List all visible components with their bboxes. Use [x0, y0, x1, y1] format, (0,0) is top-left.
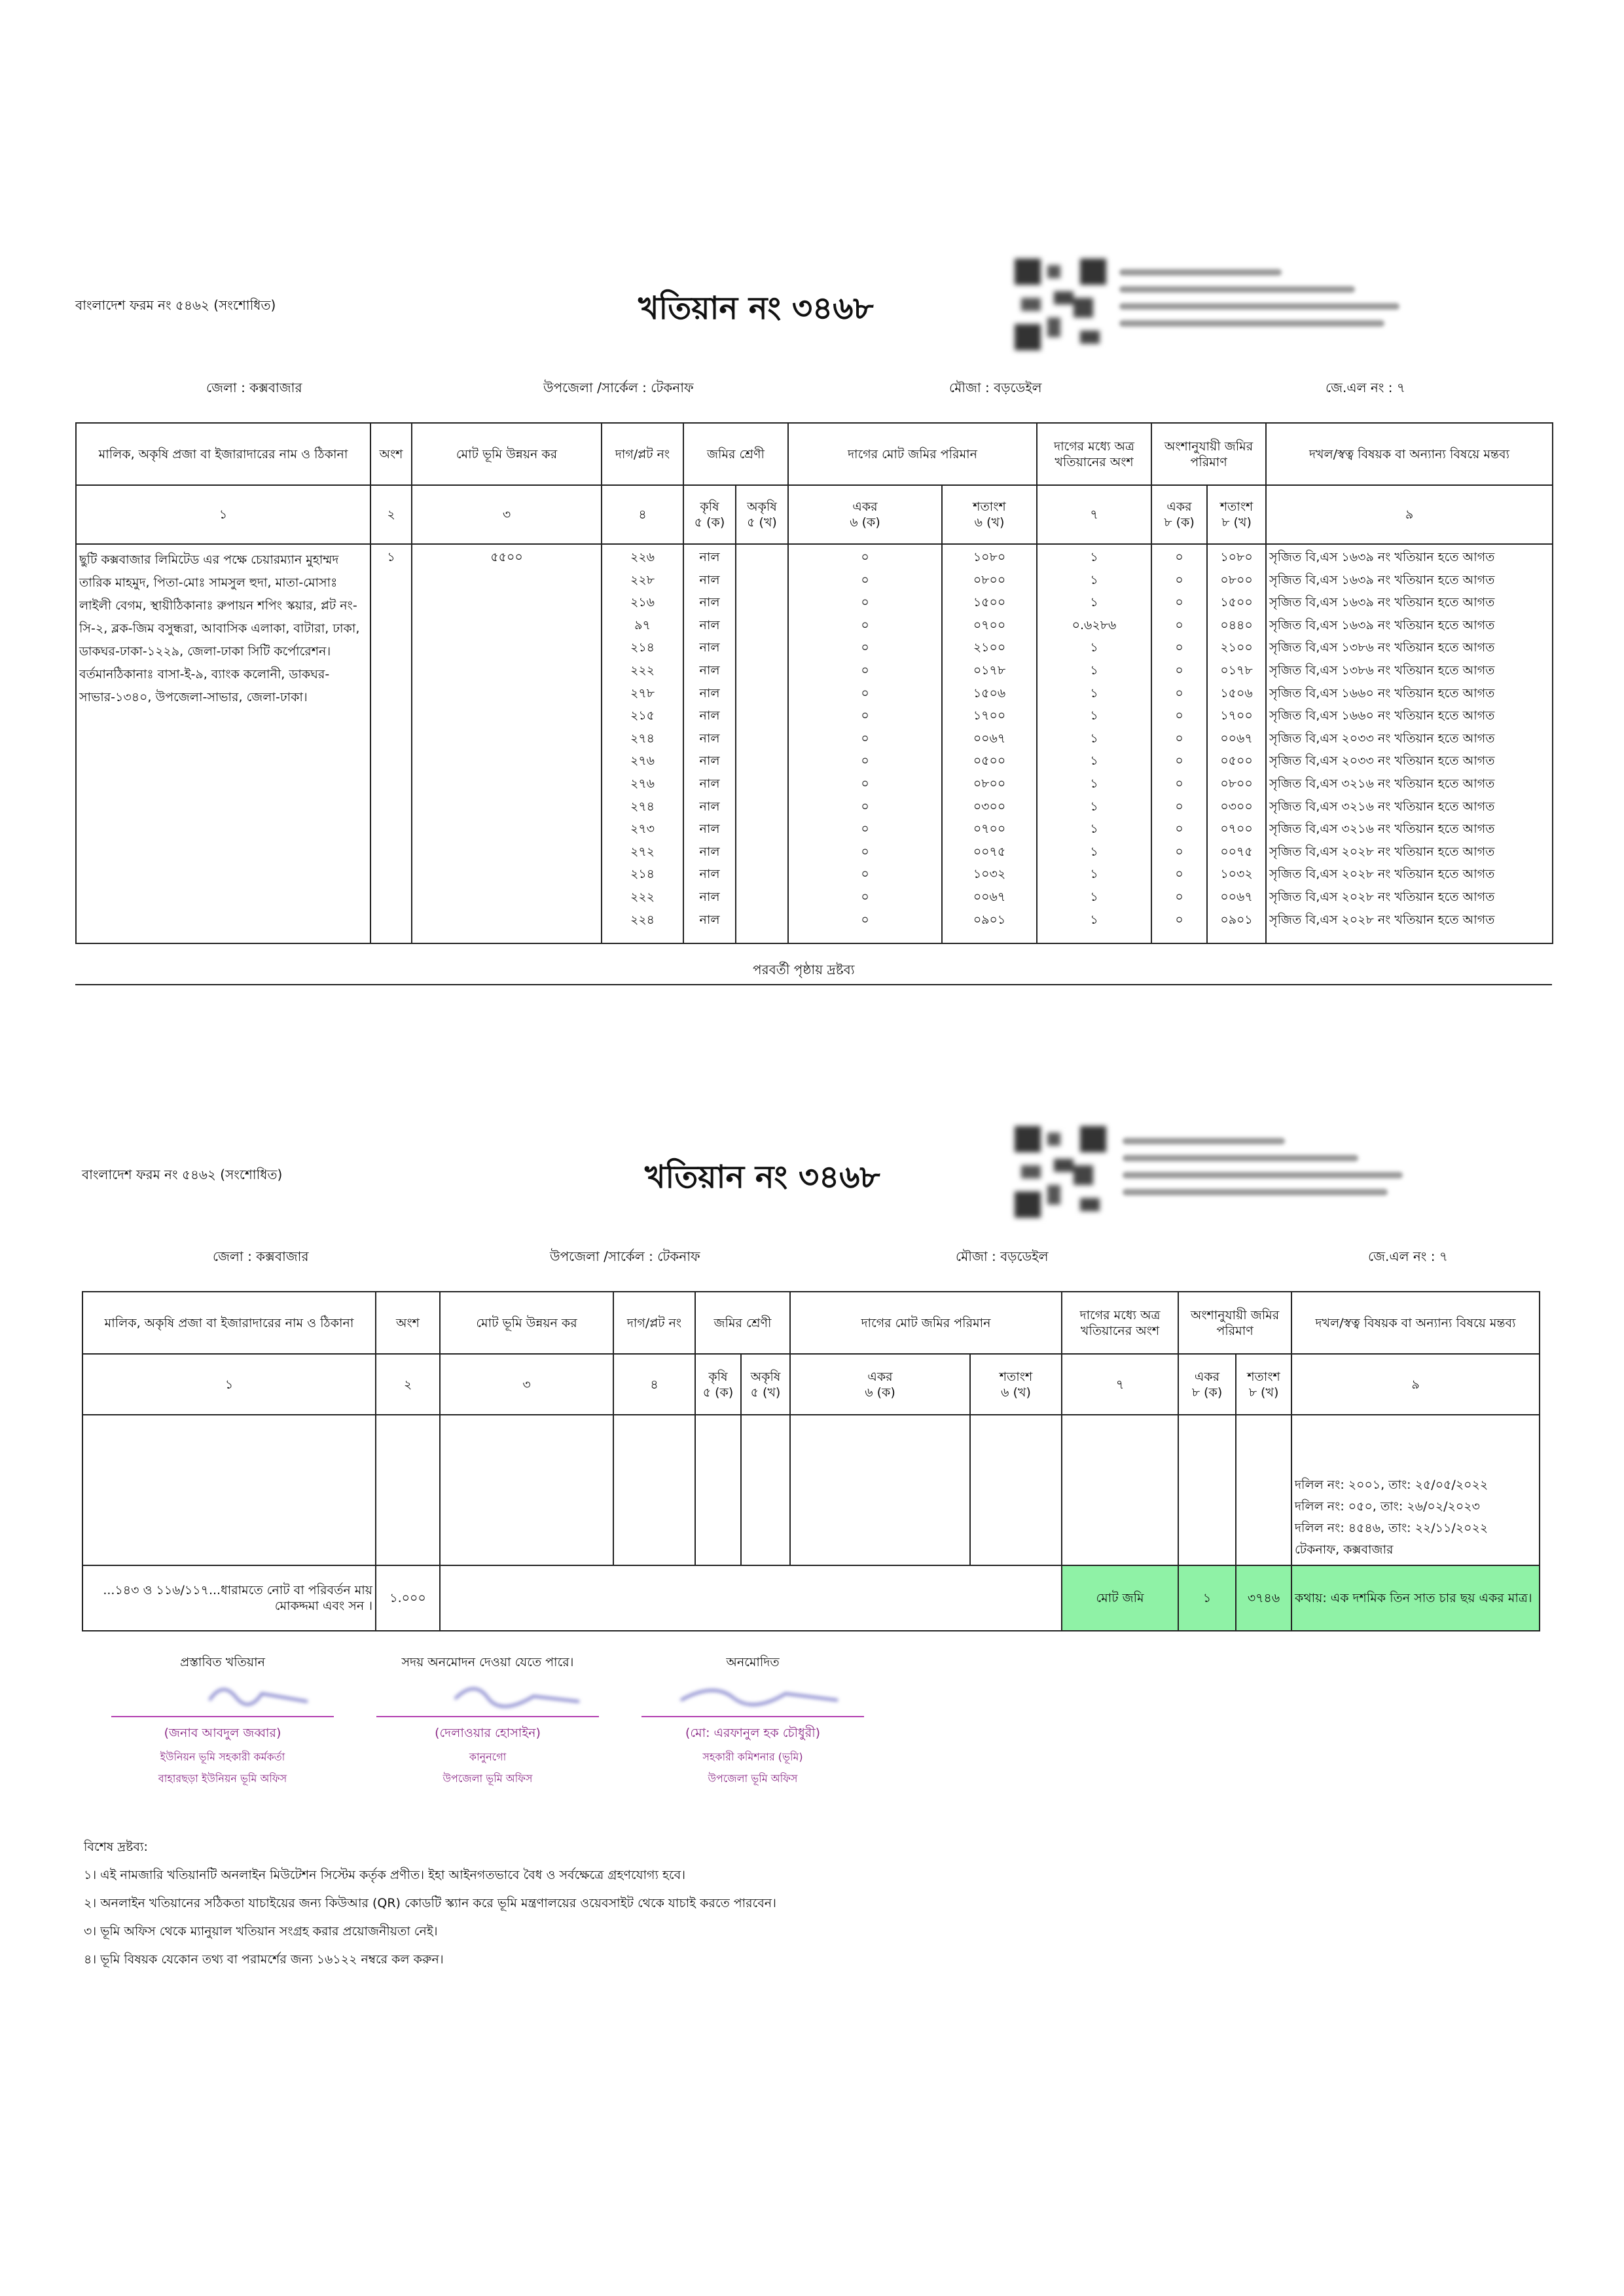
- acre8-column: [1151, 544, 1207, 943]
- dag-acre: ০: [861, 889, 869, 904]
- dag-number: ২৭৬: [630, 754, 655, 769]
- dag-acre: ০: [861, 685, 869, 701]
- header-owner: মালিক, অকৃষি প্রজা বা ইজারাদারের নাম ও ঠিকানা: [76, 423, 370, 485]
- land-class: নাল: [699, 550, 720, 564]
- dag-number: ২৭৬: [630, 776, 655, 791]
- remark: সৃজিত বি,এস ২০২৮ নং খতিয়ান হতে আগত: [1269, 912, 1495, 927]
- header-tax: মোট ভূমি উন্নয়ন কর: [440, 1292, 613, 1354]
- jl-number: জে.এল নং : ৭: [1326, 380, 1405, 395]
- notes-heading: বিশেষ দ্রষ্টব্য:: [84, 1840, 148, 1854]
- dag-decimal: ০৮০০: [973, 776, 1006, 791]
- colnum-7: ৭: [1037, 485, 1151, 544]
- upazila-p2: উপজেলা /সার্কেল : টেকনাফ: [550, 1248, 700, 1264]
- summary-share: ১.০০০: [376, 1565, 440, 1631]
- signatory-name: (জনাব আবদুল জব্বার): [164, 1726, 281, 1740]
- summary-blank: [440, 1565, 1062, 1631]
- dag-decimal: ০৭০০: [973, 822, 1006, 837]
- deed-line: টেকনাফ, কক্সবাজার: [1295, 1542, 1394, 1557]
- share-cell: [370, 544, 412, 943]
- share-decimal: ০০৭৫: [1220, 844, 1253, 859]
- note-item: ১। এই নামজারি খতিয়ানটি অনলাইন মিউটেশন সিস্টেম কর্তৃক প্রণীত। ইহা আইনগতভাবে বৈধ ও সর্বক্ষেত্রে গ্রহণযোগ্য হবে।: [84, 1868, 686, 1882]
- decimal8-column: [1207, 544, 1266, 943]
- empty-cell: [440, 1415, 613, 1565]
- dag-number: ২২৮: [630, 572, 655, 587]
- colnum-4: ৪: [602, 485, 683, 544]
- signature-scribble: [111, 1674, 334, 1713]
- acre-column: [788, 544, 942, 943]
- dag-share: ১: [1090, 572, 1098, 587]
- empty-cell: [1062, 1415, 1178, 1565]
- dag-share: ১: [1090, 685, 1098, 701]
- remark: সৃজিত বি,এস ১৬৬০ নং খতিয়ান হতে আগত: [1269, 708, 1495, 723]
- signatory-office: উপজেলা ভূমি অফিস: [442, 1772, 533, 1785]
- header-owner: মালিক, অকৃষি প্রজা বা ইজারাদারের নাম ও ঠিকানা: [82, 1292, 376, 1354]
- empty-cell: [790, 1415, 970, 1565]
- decimal-column: [942, 544, 1037, 943]
- special-notes: [84, 1833, 776, 1974]
- qr-code-icon: [1015, 259, 1106, 350]
- khatian-table-2: [82, 1291, 1540, 1631]
- land-class: নাল: [699, 640, 720, 655]
- mouza: মৌজা : বড়ডেইল: [949, 380, 1042, 395]
- remark: সৃজিত বি,এস ৩২১৬ নং খতিয়ান হতে আগত: [1269, 776, 1495, 791]
- dag-number: ২৭৪: [630, 731, 655, 746]
- dag-number: ২১৬: [630, 595, 655, 610]
- land-class: নাল: [699, 867, 720, 882]
- empty-cell: [376, 1415, 440, 1565]
- upazila: উপজেলা /সার্কেল : টেকনাফ: [543, 380, 694, 395]
- owner-cell: [76, 544, 370, 943]
- dag-acre: ০: [861, 550, 869, 564]
- page1-bottom-rule: [75, 984, 1552, 985]
- signatory-office: বাহারছড়া ইউনিয়ন ভূমি অফিস: [158, 1772, 287, 1785]
- land-class: নাল: [699, 822, 720, 837]
- dag-share: ১: [1090, 550, 1098, 564]
- khatian-title: খতিয়ান নং ৩৪৬৮: [638, 290, 874, 327]
- qr-details-blurred: [1123, 1127, 1417, 1226]
- signatory-designation: কানুনগো: [469, 1751, 507, 1763]
- share-decimal: ০৪৪০: [1220, 617, 1253, 632]
- remark: সৃজিত বি,এস ৩২১৬ নং খতিয়ান হতে আগত: [1269, 822, 1495, 837]
- continue-note: পরবর্তী পৃষ্ঠায় দ্রষ্টব্য: [753, 962, 855, 977]
- jl-number-p2: জে.এল নং : ৭: [1368, 1248, 1448, 1264]
- share-acre: ০: [1175, 844, 1183, 859]
- header-dag: দাগ/প্লট নং: [613, 1292, 695, 1354]
- header-share-land: অংশানুযায়ী জমির পরিমাণ: [1151, 423, 1266, 485]
- summary-note: ...১৪৩ ও ১১৬/১১৭...ধারামতে নোট বা পরিবর্তন মায় মোকদ্দমা এবং সন ।: [82, 1565, 376, 1631]
- share-acre: ০: [1175, 822, 1183, 837]
- subheader-acre: একর ৬ (ক): [788, 485, 942, 544]
- remark: সৃজিত বি,এস ১৬৩৯ নং খতিয়ান হতে আগত: [1269, 595, 1495, 610]
- remark: সৃজিত বি,এস ২০৩৩ নং খতিয়ান হতে আগত: [1269, 731, 1495, 746]
- dag-decimal: ০৮০০: [973, 572, 1006, 587]
- colnum-2: ২: [376, 1354, 440, 1415]
- share-acre: ০: [1175, 776, 1183, 791]
- dag-number: ২৭৪: [630, 799, 655, 814]
- share-acre: ০: [1175, 663, 1183, 678]
- empty-cell: [82, 1415, 376, 1565]
- dag-share: ১: [1090, 912, 1098, 927]
- note-item: ৪। ভূমি বিষয়ক যেকোন তথ্য বা পরামর্শের জন্য ১৬১২২ নম্বরে কল করুন।: [84, 1952, 444, 1967]
- share-acre: ০: [1175, 708, 1183, 723]
- dag-share: ১: [1090, 708, 1098, 723]
- remark: সৃজিত বি,এস ১৬৩৯ নং খতিয়ান হতে আগত: [1269, 617, 1495, 632]
- share-acre: ০: [1175, 685, 1183, 701]
- dag-acre: ০: [861, 663, 869, 678]
- dag-number: ২২৬: [630, 550, 655, 564]
- dag-decimal: ০১৭৮: [973, 663, 1006, 678]
- share-decimal: ০০৬৭: [1220, 889, 1253, 904]
- dag-number: ২২২: [630, 889, 655, 904]
- dag-decimal: ০৩০০: [973, 799, 1006, 814]
- khatian-title-p2: খতিয়ান নং ৩৪৬৮: [645, 1159, 880, 1195]
- signature-title: সদয় অনমোদন দেওয়া যেতে পারে।: [401, 1655, 574, 1669]
- header-dag-share: দাগের মধ্যে অত্র খতিয়ানের অংশ: [1062, 1292, 1178, 1354]
- signature-title: প্রস্তাবিত খতিয়ান: [180, 1655, 265, 1669]
- subheader-decimal8: শতাংশ ৮ (খ): [1207, 485, 1266, 544]
- dag-acre: ০: [861, 708, 869, 723]
- dag-share: ১: [1090, 844, 1098, 859]
- empty-cell: [1178, 1415, 1236, 1565]
- dag-acre: ০: [861, 640, 869, 655]
- dag-decimal: ১৫০৬: [973, 685, 1006, 701]
- owner-share: ১: [387, 550, 395, 564]
- class-column: [683, 544, 736, 943]
- header-tax: মোট ভূমি উন্নয়ন কর: [412, 423, 602, 485]
- land-class: নাল: [699, 572, 720, 587]
- empty-cell: [695, 1415, 741, 1565]
- signature-title: অনমোদিত: [726, 1655, 780, 1669]
- remark: সৃজিত বি,এস ১৩৮৬ নং খতিয়ান হতে আগত: [1269, 663, 1495, 678]
- owner-details: ছুটি কক্সবাজার লিমিটেড এর পক্ষে চেয়ারম্যান মুহাম্মদ তারিক মাহমুদ, পিতা-মোঃ সামসুল হুদা, মাতা-মোসাঃ লাইলী বেগম, স্থায়ীঠিকানাঃ রুপায়ন শপিং স্কয়ার, প্লট নং-সি-২, ব্লক-জিম বসুন্ধরা, আবাসিক এলাকা, বাটারা, ঢাকা, ডাকঘর-ঢাকা-১২২৯, জেলা-ঢাকা সিটি কর্পোরেশন। বর্তমানঠিকানাঃ বাসা-ই-৯, ব্যাংক কলোনী, ডাকঘর-সাভার-১৩৪০, উপজেলা-সাভার, জেলা-ঢাকা।: [79, 553, 360, 704]
- header-total-land: দাগের মোট জমির পরিমান: [788, 423, 1037, 485]
- dag-number: ২১৫: [630, 708, 655, 723]
- share-acre: ০: [1175, 754, 1183, 769]
- land-class: নাল: [699, 595, 720, 610]
- subheader-decimal8: শতাংশ ৮ (খ): [1236, 1354, 1291, 1415]
- dag-decimal: ১৭০০: [973, 708, 1006, 723]
- dag-share: ১: [1090, 731, 1098, 746]
- note-item: ৩। ভূমি অফিস থেকে ম্যানুয়াল খতিয়ান সংগ্রহ করার প্রয়োজনীয়তা নেই।: [84, 1924, 438, 1939]
- mouza-p2: মৌজা : বড়ডেইল: [956, 1248, 1049, 1264]
- share-decimal: ১৭০০: [1220, 708, 1253, 723]
- share-decimal: ০৮০০: [1220, 572, 1253, 587]
- subheader-acre: একর ৬ (ক): [790, 1354, 970, 1415]
- share-acre: ০: [1175, 572, 1183, 587]
- dag-share: ১: [1090, 595, 1098, 610]
- land-class: নাল: [699, 663, 720, 678]
- header-share: অংশ: [370, 423, 412, 485]
- signatory-office: উপজেলা ভূমি অফিস: [708, 1772, 798, 1785]
- colnum-7: ৭: [1062, 1354, 1178, 1415]
- remark: সৃজিত বি,এস ৩২১৬ নং খতিয়ান হতে আগত: [1269, 799, 1495, 814]
- dag-acre: ০: [861, 731, 869, 746]
- share-decimal: ০৫০০: [1220, 754, 1253, 769]
- dag-number: ২৭৩: [630, 822, 655, 837]
- colnum-9: ৯: [1291, 1354, 1540, 1415]
- remark: সৃজিত বি,এস ১৬৬০ নং খতিয়ান হতে আগত: [1269, 685, 1495, 701]
- land-class: নাল: [699, 776, 720, 791]
- dag-share: ১: [1090, 799, 1098, 814]
- dag-share: ০.৬২৮৬: [1072, 617, 1117, 632]
- subheader-nonagri: অকৃষি ৫ (খ): [741, 1354, 790, 1415]
- dag-number: ২২২: [630, 663, 655, 678]
- subheader-acre8: একর ৮ (ক): [1151, 485, 1207, 544]
- subheader-acre8: একর ৮ (ক): [1178, 1354, 1236, 1415]
- dag-decimal: ১০৮০: [973, 550, 1006, 564]
- share-acre: ০: [1175, 912, 1183, 927]
- land-class: নাল: [699, 617, 720, 632]
- share-decimal: ০৮০০: [1220, 776, 1253, 791]
- share-decimal: ১০৩২: [1220, 867, 1253, 882]
- share-decimal: ১৫০০: [1220, 595, 1253, 610]
- zila: জেলা : কক্সবাজার: [206, 380, 302, 395]
- share-decimal: ২১০০: [1220, 640, 1253, 655]
- dag-number: ২৭২: [630, 844, 655, 859]
- land-class: নাল: [699, 844, 720, 859]
- khatian-table-1: [75, 422, 1553, 944]
- dag-decimal: ০৯০১: [973, 912, 1006, 927]
- dag-acre: ০: [861, 912, 869, 927]
- dag-share: ১: [1090, 663, 1098, 678]
- land-class: নাল: [699, 731, 720, 746]
- remark: সৃজিত বি,এস ২০৩৩ নং খতিয়ান হতে আগত: [1269, 754, 1495, 769]
- header-total-land: দাগের মোট জমির পরিমান: [790, 1292, 1062, 1354]
- header-dag-share: দাগের মধ্যে অত্র খতিয়ানের অংশ: [1037, 423, 1151, 485]
- subheader-decimal: শতাংশ ৬ (খ): [970, 1354, 1062, 1415]
- empty-cell: [741, 1415, 790, 1565]
- land-class: নাল: [699, 754, 720, 769]
- dag-acre: ০: [861, 799, 869, 814]
- empty-cell: [613, 1415, 695, 1565]
- dag-acre: ০: [861, 776, 869, 791]
- dag-number: ২৭৮: [630, 685, 655, 701]
- remark: সৃজিত বি,এস ১৩৮৬ নং খতিয়ান হতে আগত: [1269, 640, 1495, 655]
- dag-decimal: ২১০০: [973, 640, 1006, 655]
- signatory-name: (দেলাওয়ার হোসাইন): [435, 1726, 541, 1740]
- colnum-1: ১: [82, 1354, 376, 1415]
- share-acre: ০: [1175, 867, 1183, 882]
- share-acre: ০: [1175, 617, 1183, 632]
- remark: সৃজিত বি,এস ২০২৮ নং খতিয়ান হতে আগত: [1269, 867, 1495, 882]
- dag-decimal: ০০৬৭: [973, 889, 1006, 904]
- qr-details-blurred: [1119, 259, 1414, 357]
- colnum-2: ২: [370, 485, 412, 544]
- share-decimal: ০১৭৮: [1220, 663, 1253, 678]
- signature-line: [111, 1716, 334, 1717]
- empty-cell: [1236, 1415, 1291, 1565]
- dag-acre: ০: [861, 595, 869, 610]
- signatory-designation: সহকারী কমিশনার (ভূমি): [702, 1751, 803, 1763]
- dag-decimal: ০০৬৭: [973, 731, 1006, 746]
- signature-recommended: [376, 1653, 599, 1788]
- colnum-3: ৩: [412, 485, 602, 544]
- dag-acre: ০: [861, 867, 869, 882]
- deed-list: [1291, 1415, 1540, 1565]
- tax-cell: [412, 544, 602, 943]
- land-class: নাল: [699, 685, 720, 701]
- header-class: জমির শ্রেণী: [695, 1292, 790, 1354]
- dag-decimal: ০৫০০: [973, 754, 1006, 769]
- share-decimal: ০০৬৭: [1220, 731, 1253, 746]
- signature-scribble: [376, 1674, 599, 1713]
- share-acre: ০: [1175, 595, 1183, 610]
- dag-acre: ০: [861, 754, 869, 769]
- remarks-column: [1266, 544, 1553, 943]
- colnum-9: ৯: [1266, 485, 1553, 544]
- zila-p2: জেলা : কক্সবাজার: [213, 1248, 309, 1264]
- share-decimal: ০৩০০: [1220, 799, 1253, 814]
- share-acre: ০: [1175, 731, 1183, 746]
- dag-number: ২১৪: [630, 867, 655, 882]
- qr-code-icon: [1015, 1126, 1106, 1218]
- dag-share: ১: [1090, 754, 1098, 769]
- dag-column: [602, 544, 683, 943]
- deed-line: দলিল নং: ৪৫৪৬, তাং: ২২/১১/২০২২: [1295, 1521, 1489, 1535]
- share-acre: ০: [1175, 889, 1183, 904]
- remark: সৃজিত বি,এস ২০২৮ নং খতিয়ান হতে আগত: [1269, 889, 1495, 904]
- signature-line: [641, 1716, 864, 1717]
- dag-share: ১: [1090, 867, 1098, 882]
- subheader-agri: কৃষি ৫ (ক): [683, 485, 736, 544]
- share-decimal: ১৫০৬: [1220, 685, 1253, 701]
- share-acre: ০: [1175, 799, 1183, 814]
- subheader-nonagri: অকৃষি ৫ (খ): [736, 485, 788, 544]
- signature-proposed: [111, 1653, 334, 1788]
- dag-acre: ০: [861, 572, 869, 587]
- land-class: নাল: [699, 912, 720, 927]
- signature-line: [376, 1716, 599, 1717]
- dag-number: ২২৪: [630, 912, 655, 927]
- remark: সৃজিত বি,এস ১৬৩৯ নং খতিয়ান হতে আগত: [1269, 572, 1495, 587]
- empty-cell: [970, 1415, 1062, 1565]
- total-decimal: ৩৭৪৬: [1236, 1565, 1291, 1631]
- dag-share: ১: [1090, 640, 1098, 655]
- share-acre: ০: [1175, 550, 1183, 564]
- header-remarks: দখল/স্বত্ব বিষয়ক বা অন্যান্য বিষয়ে মন্তব্য: [1291, 1292, 1540, 1354]
- dag-share: ১: [1090, 776, 1098, 791]
- dag-decimal: ০৭০০: [973, 617, 1006, 632]
- dag-acre: ০: [861, 617, 869, 632]
- dag-share: ১: [1090, 889, 1098, 904]
- land-tax: ৫৫০০: [490, 550, 523, 564]
- share-decimal: ০৯০১: [1220, 912, 1253, 927]
- colnum-4: ৪: [613, 1354, 695, 1415]
- share-decimal: ১০৮০: [1220, 550, 1253, 564]
- signature-scribble: [641, 1674, 864, 1713]
- total-in-words: কথায়: এক দশমিক তিন সাত চার ছয় একর মাত্র।: [1291, 1565, 1540, 1631]
- dag-number: ২১৪: [630, 640, 655, 655]
- note-item: ২। অনলাইন খতিয়ানের সঠিকতা যাচাইয়ের জন্য কিউআর (QR) কোডটি স্ক্যান করে ভূমি মন্ত্রণালয়ের ওয়েবসাইট থেকে যাচাই করতে পারবেন।: [84, 1896, 776, 1910]
- subheader-agri: কৃষি ৫ (ক): [695, 1354, 741, 1415]
- share-decimal: ০৭০০: [1220, 822, 1253, 837]
- header-class: জমির শ্রেণী: [683, 423, 788, 485]
- total-land-label: মোট জমি: [1062, 1565, 1178, 1631]
- subheader-decimal: শতাংশ ৬ (খ): [942, 485, 1037, 544]
- colnum-1: ১: [76, 485, 370, 544]
- land-class: নাল: [699, 799, 720, 814]
- dag-decimal: ১৫০০: [973, 595, 1006, 610]
- header-share-land: অংশানুযায়ী জমির পরিমাণ: [1178, 1292, 1291, 1354]
- land-class: নাল: [699, 708, 720, 723]
- header-share: অংশ: [376, 1292, 440, 1354]
- nonagri-column: [736, 544, 788, 943]
- dag-share-column: [1037, 544, 1151, 943]
- header-remarks: দখল/স্বত্ব বিষয়ক বা অন্যান্য বিষয়ে মন্তব্য: [1266, 423, 1553, 485]
- deed-line: দলিল নং: ০৫০, তাং: ২৬/০২/২০২৩: [1295, 1499, 1480, 1514]
- form-number: বাংলাদেশ ফরম নং ৫৪৬২ (সংশোধিত): [75, 297, 276, 313]
- form-number-p2: বাংলাদেশ ফরম নং ৫৪৬২ (সংশোধিত): [82, 1167, 283, 1182]
- remark: সৃজিত বি,এস ১৬৩৯ নং খতিয়ান হতে আগত: [1269, 550, 1495, 564]
- dag-acre: ০: [861, 822, 869, 837]
- share-acre: ০: [1175, 640, 1183, 655]
- dag-share: ১: [1090, 822, 1098, 837]
- dag-acre: ০: [861, 844, 869, 859]
- header-dag: দাগ/প্লট নং: [602, 423, 683, 485]
- dag-number: ৯৭: [634, 617, 651, 632]
- remark: সৃজিত বি,এস ২০২৮ নং খতিয়ান হতে আগত: [1269, 844, 1495, 859]
- total-acre: ১: [1178, 1565, 1236, 1631]
- signatory-name: (মো: এরফানুল হক চৌধুরী): [685, 1726, 821, 1740]
- land-class: নাল: [699, 889, 720, 904]
- dag-decimal: ০০৭৫: [973, 844, 1006, 859]
- signature-approved: [641, 1653, 864, 1788]
- deed-line: দলিল নং: ২০০১, তাং: ২৫/০৫/২০২২: [1295, 1478, 1489, 1492]
- dag-decimal: ১০৩২: [973, 867, 1006, 882]
- colnum-3: ৩: [440, 1354, 613, 1415]
- signatory-designation: ইউনিয়ন ভূমি সহকারী কর্মকর্তা: [160, 1751, 285, 1763]
